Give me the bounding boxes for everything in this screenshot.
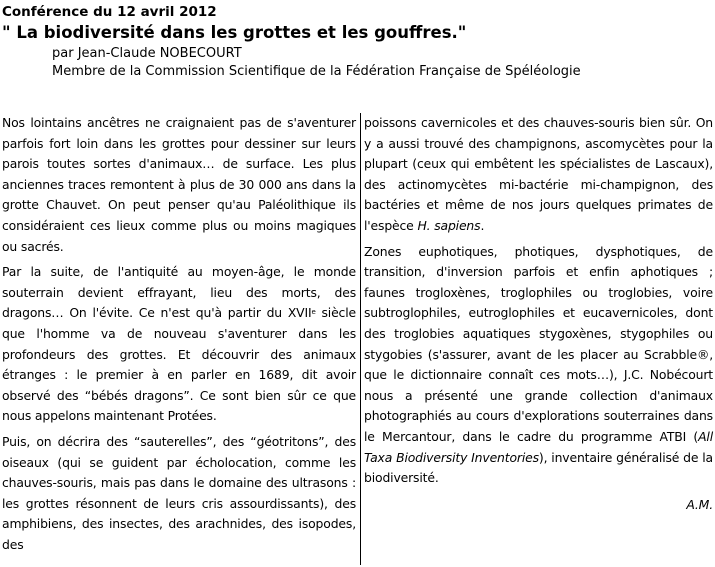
- paragraph-fish-fungi: [364, 113, 713, 237]
- right-column: [364, 113, 713, 515]
- author-signature: A.M.: [686, 496, 713, 512]
- species-name: H. sapiens: [417, 217, 481, 233]
- paragraph-animals: [2, 432, 356, 556]
- paragraph-history-text-b: siècle que l'homme va de nouveau s'aventurer dans les profondeurs des grottes. Et découvrir des animaux étranges : le premier à en parler en 1689, dit avoir observé des “bébés dragons”. Ce sont bien sûr ce que nous appelons maintenant Protées.: [2, 305, 356, 424]
- author-affiliation: Membre de la Commission Scientifique de la Fédération Française de Spéléologie: [52, 64, 581, 79]
- paragraph-zones-text-b: ), inventaire généralisé de la biodiversité.: [364, 449, 714, 486]
- paragraph-animals-text: Puis, on décrira des “sauterelles”, des “géotritons”, des oiseaux (qui se guident par écholocation, comme les chauves-souris, mais pas dans le domaine des ultrasons : les grottes résonnent de leurs cris assourdissants), des amphibiens, des insectes, des arachnides, des isopodes, des: [2, 433, 356, 552]
- left-column: [2, 113, 356, 560]
- article-header: [2, 4, 713, 81]
- paragraph-ancestors-text: Nos lointains ancêtres ne craignaient pas de s'aventurer parfois fort loin dans les grottes pour dessiner sur leurs parois toutes sortes d'animaux… de surface. Les plus anciennes traces remontent à plus de 30 000 ans dans la grotte Chauvet. On peut penser qu'au Paléolithique ils considéraient ces lieux comme plus ou moins magiques ou sacrés.: [2, 115, 356, 254]
- conference-date: Conférence du 12 avril 2012: [2, 4, 217, 20]
- paragraph-zones: [364, 242, 713, 489]
- article-body: [2, 113, 713, 567]
- paragraph-fish-fungi-text-b: .: [480, 217, 485, 233]
- paragraph-fish-fungi-text-a: poissons cavernicoles et des chauves-souris bien sûr. On y a aussi trouvé des champignons, ascomycètes pour la plupart (ceux qui embêtent les spécialistes de Lascaux), des actinomycètes mi-bactérie mi-champignon, des bactéries et même de nos jours quelques primates de l'espèce: [364, 115, 713, 233]
- article-title: " La biodiversité dans les grottes et les gouffres.": [2, 23, 467, 42]
- paragraph-zones-text-a: Zones euphotiques, photiques, dysphotiques, de transition, d'inversion parfois et enfin aphotiques ; faunes trogloxènes, troglophiles ou troglobies, voire subtroglophiles, eutroglophiles et eucavernicoles, dont des troglobies aquatiques stygoxènes, stygophiles ou stygobies (s'assurer, avant de les placer au Scrabble®, que le dictionnaire connaît ces mots…), J.C. Nobécourt nous a présenté une grande collection d'animaux photographiés au cours d'explorations souterraines dans le Mercantour, dans le cadre du programme ATBI (: [364, 243, 713, 444]
- paragraph-history: [2, 262, 356, 427]
- paragraph-history-text-a: Par la suite, de l'antiquité au moyen-âge, le monde souterrain devient effrayant, lieu des morts, des dragons… On l'évite. Ce n'est qu'à partir du XVII: [2, 264, 356, 321]
- program-name: All Taxa Biodiversity Inventories: [364, 428, 713, 465]
- paragraph-ancestors: [2, 113, 356, 257]
- column-divider: [360, 113, 361, 565]
- century-superscript: e: [311, 308, 316, 317]
- author-line: par Jean-Claude NOBECOURT: [52, 46, 242, 61]
